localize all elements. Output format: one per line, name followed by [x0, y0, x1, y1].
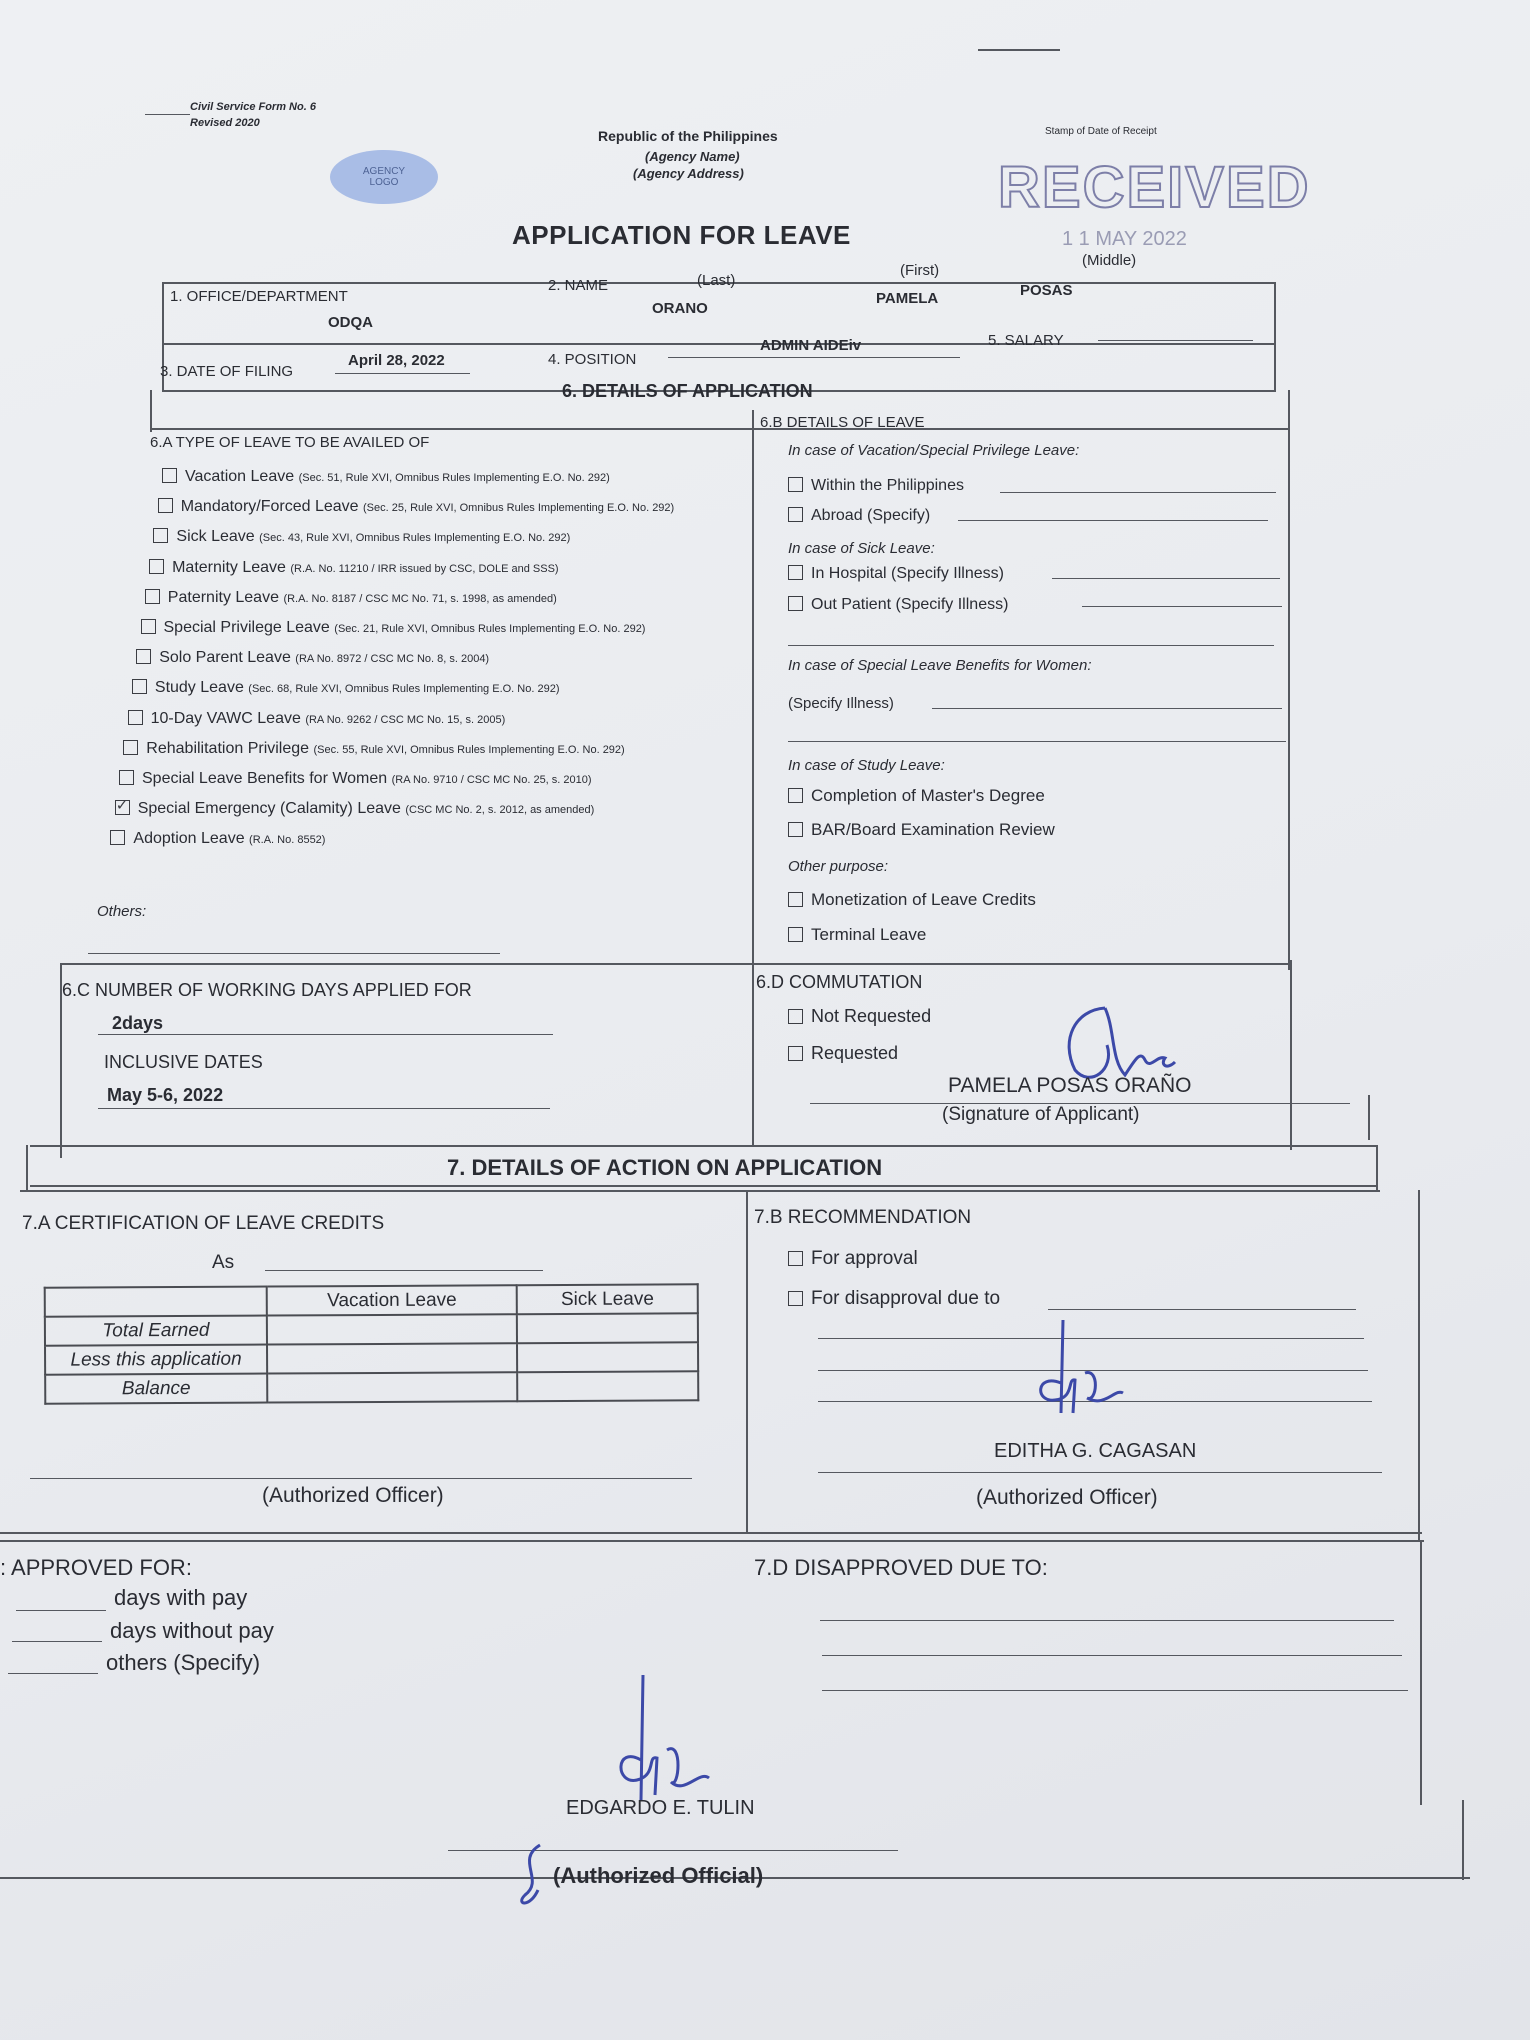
table-cell — [45, 1287, 267, 1317]
for-approval-option[interactable]: For approval — [788, 1248, 918, 1270]
leave-type-option[interactable] — [119, 770, 592, 788]
study-heading: In case of Study Leave: — [788, 757, 945, 774]
form-revised: Revised 2020 — [190, 117, 260, 129]
leave-type-option[interactable] — [158, 498, 675, 516]
leave-type-checkbox[interactable] — [136, 649, 151, 664]
position-value: ADMIN AIDEiv — [760, 337, 862, 354]
stamp-caption: Stamp of Date of Receipt — [1045, 126, 1157, 137]
leave-type-reference: (RA No. 9262 / CSC MC No. 15, s. 2005) — [305, 713, 506, 726]
applicant-name: PAMELA POSAS ORAÑO — [948, 1074, 1192, 1097]
initial-mark — [510, 1840, 550, 1910]
leave-type-label: Special Emergency (Calamity) Leave — [137, 800, 401, 818]
within-philippines-option[interactable]: Within the Philippines — [788, 477, 964, 495]
received-stamp: RECEIVED — [998, 155, 1311, 220]
first-name-label: (First) — [900, 262, 940, 279]
monetization-option[interactable]: Monetization of Leave Credits — [788, 890, 1036, 910]
leave-type-option[interactable] — [141, 619, 646, 637]
form-number: Civil Service Form No. 6 — [190, 101, 316, 113]
middle-name-label: (Middle) — [1082, 252, 1137, 269]
leave-type-checkbox[interactable] — [119, 770, 134, 785]
leave-type-checkbox[interactable] — [153, 528, 168, 543]
middle-name-value: POSAS — [1020, 282, 1073, 299]
table-cell — [267, 1372, 517, 1402]
abroad-option[interactable]: Abroad (Specify) — [788, 507, 930, 525]
position-label: 4. POSITION — [548, 351, 637, 368]
table-cell — [517, 1342, 698, 1372]
leave-type-checkbox[interactable] — [132, 679, 147, 694]
leave-type-option[interactable] — [128, 710, 506, 728]
leave-type-option[interactable] — [110, 830, 325, 848]
women-heading: In case of Special Leave Benefits for Women: — [788, 657, 1092, 674]
less-application-label: Less this application — [45, 1345, 267, 1375]
last-name-value: ORANO — [652, 300, 708, 317]
leave-type-reference: (Sec. 68, Rule XVI, Omnibus Rules Implementing E.O. No. 292) — [248, 683, 560, 696]
requested-option[interactable]: Requested — [788, 1043, 898, 1064]
for-disapproval-option[interactable]: For disapproval due to — [788, 1288, 1000, 1310]
leave-type-reference: (RA No. 9710 / CSC MC No. 25, s. 2010) — [391, 774, 592, 786]
leave-type-label: Study Leave — [154, 679, 244, 697]
leave-type-checkbox[interactable] — [145, 589, 160, 604]
for-disapproval-checkbox[interactable] — [788, 1291, 803, 1306]
out-patient-option[interactable]: Out Patient (Specify Illness) — [788, 596, 1008, 614]
leave-type-option[interactable] — [153, 528, 570, 546]
leave-type-label: Vacation Leave — [185, 468, 295, 485]
inclusive-dates-value: May 5-6, 2022 — [107, 1085, 224, 1105]
table-cell — [517, 1313, 698, 1343]
leave-type-checkbox[interactable] — [141, 619, 156, 634]
table-row — [45, 1371, 698, 1403]
leave-type-option[interactable] — [145, 589, 557, 607]
leave-type-checkbox[interactable] — [115, 800, 130, 815]
agency-address: (Agency Address) — [633, 166, 744, 181]
authorized-officer-caption-b: (Authorized Officer) — [976, 1486, 1158, 1509]
bar-review-option[interactable]: BAR/Board Examination Review — [788, 820, 1055, 840]
vacation-heading: In case of Vacation/Special Privilege Leave: — [788, 442, 1080, 459]
republic-label: Republic of the Philippines — [598, 128, 778, 144]
bar-review-checkbox[interactable] — [788, 822, 803, 837]
for-approval-checkbox[interactable] — [788, 1251, 803, 1266]
leave-type-label: Paternity Leave — [167, 588, 279, 606]
leave-type-checkbox[interactable] — [128, 710, 143, 725]
leave-type-option[interactable] — [123, 740, 624, 758]
commutation-heading: 6.D COMMUTATION — [756, 972, 923, 992]
salary-label: 5. SALARY — [988, 332, 1064, 349]
sick-heading: In case of Sick Leave: — [788, 540, 935, 557]
authorized-officer-caption-a: (Authorized Officer) — [262, 1484, 444, 1507]
total-earned-label: Total Earned — [45, 1316, 267, 1346]
table-cell — [267, 1343, 517, 1373]
leave-type-label: 10-Day VAWC Leave — [150, 709, 301, 727]
last-name-label: (Last) — [697, 272, 736, 289]
as-label: As — [212, 1252, 235, 1273]
recommendation-heading: 7.B RECOMMENDATION — [754, 1207, 972, 1228]
leave-type-reference: (R.A. No. 8187 / CSC MC No. 71, s. 1998, as amended) — [283, 592, 557, 605]
authorized-official-caption: (Authorized Official) — [553, 1863, 764, 1888]
working-days-heading: 6.C NUMBER OF WORKING DAYS APPLIED FOR — [62, 980, 472, 1000]
leave-type-checkbox[interactable] — [162, 468, 177, 483]
working-days-value: 2days — [112, 1013, 164, 1033]
table-cell — [517, 1371, 698, 1401]
leave-type-option[interactable] — [162, 468, 610, 486]
leave-type-reference: (RA No. 8972 / CSC MC No. 8, s. 2004) — [295, 653, 490, 666]
leave-type-reference: (CSC MC No. 2, s. 2012, as amended) — [405, 804, 595, 817]
section6-heading: 6. DETAILS OF APPLICATION — [562, 381, 813, 401]
inclusive-dates-label: INCLUSIVE DATES — [104, 1052, 263, 1072]
abroad-checkbox[interactable] — [788, 507, 803, 522]
not-requested-option[interactable]: Not Requested — [788, 1006, 931, 1027]
leave-type-checkbox[interactable] — [149, 559, 164, 574]
masters-option[interactable]: Completion of Master's Degree — [788, 786, 1045, 806]
section7-heading: 7. DETAILS OF ACTION ON APPLICATION — [447, 1155, 883, 1180]
vacation-leave-column: Vacation Leave — [267, 1285, 517, 1315]
first-name-value: PAMELA — [876, 290, 939, 307]
agency-name: (Agency Name) — [645, 149, 740, 164]
recommender-signature — [1015, 1318, 1135, 1428]
leave-type-reference: (R.A. No. 11210 / IRR issued by CSC, DOLE and SSS) — [290, 562, 559, 575]
leave-type-reference: (Sec. 55, Rule XVI, Omnibus Rules Implementing E.O. No. 292) — [313, 743, 625, 756]
name-label: 2. NAME — [548, 277, 609, 294]
leave-type-label: Rehabilitation Privilege — [146, 739, 310, 757]
leave-credits-table — [44, 1283, 700, 1404]
type-of-leave-heading: 6.A TYPE OF LEAVE TO BE AVAILED OF — [150, 434, 430, 451]
terminal-leave-option[interactable]: Terminal Leave — [788, 925, 926, 945]
others-label: Others: — [97, 903, 147, 920]
sick-leave-column: Sick Leave — [517, 1284, 698, 1314]
table-header-row — [45, 1284, 698, 1316]
leave-type-reference: (Sec. 43, Rule XVI, Omnibus Rules Implementing E.O. No. 292) — [259, 532, 571, 545]
form-title: APPLICATION FOR LEAVE — [512, 220, 851, 250]
table-row — [45, 1313, 698, 1345]
leave-type-label: Special Privilege Leave — [163, 619, 330, 636]
days-without-pay-label: days without pay — [110, 1618, 274, 1643]
balance-label: Balance — [45, 1374, 267, 1404]
within-philippines-checkbox[interactable] — [788, 477, 803, 492]
agency-logo — [330, 150, 438, 204]
leave-type-checkbox[interactable] — [123, 740, 138, 755]
days-with-pay-label: days with pay — [114, 1585, 248, 1610]
stamp-date: 1 1 MAY 2022 — [1062, 228, 1187, 250]
leave-type-reference: (Sec. 51, Rule XVI, Omnibus Rules Implementing E.O. No. 292) — [298, 472, 610, 484]
approved-for-label: APPROVED FOR: — [11, 1555, 192, 1580]
leave-type-label: Adoption Leave — [133, 830, 245, 848]
leave-type-label: Solo Parent Leave — [159, 649, 291, 667]
leave-type-option[interactable] — [149, 559, 558, 577]
recommender-name: EDITHA G. CAGASAN — [994, 1440, 1197, 1462]
certification-heading: 7.A CERTIFICATION OF LEAVE CREDITS — [22, 1213, 385, 1234]
leave-type-label: Sick Leave — [176, 528, 255, 546]
leave-type-option[interactable] — [136, 649, 489, 667]
others-specify-label: others (Specify) — [106, 1650, 261, 1675]
not-requested-checkbox[interactable] — [788, 1009, 803, 1024]
agency-logo-text: AGENCY LOGO — [362, 166, 406, 188]
leave-type-label: Special Leave Benefits for Women — [142, 770, 388, 787]
leave-type-label: Mandatory/Forced Leave — [180, 498, 359, 516]
in-hospital-option[interactable]: In Hospital (Specify Illness) — [788, 565, 1004, 583]
leave-type-reference: (R.A. No. 8552) — [249, 834, 326, 847]
table-row — [45, 1342, 698, 1374]
women-specify: (Specify Illness) — [788, 695, 894, 712]
leave-type-label: Maternity Leave — [172, 558, 286, 576]
applicant-signature-caption: (Signature of Applicant) — [942, 1104, 1140, 1125]
disapproved-due-heading: 7.D DISAPPROVED DUE TO: — [754, 1555, 1048, 1580]
date-filing-value: April 28, 2022 — [348, 352, 445, 369]
approved-for-heading: : APPROVED FOR: — [0, 1555, 192, 1580]
requested-checkbox[interactable] — [788, 1046, 803, 1061]
official-name: EDGARDO E. TULIN — [566, 1797, 755, 1819]
out-patient-checkbox[interactable] — [788, 596, 803, 611]
terminal-leave-checkbox[interactable] — [788, 927, 803, 942]
details-of-leave-heading: 6.B DETAILS OF LEAVE — [760, 414, 925, 431]
leave-type-reference: (Sec. 25, Rule XVI, Omnibus Rules Implementing E.O. No. 292) — [363, 502, 675, 515]
leave-type-option[interactable] — [115, 800, 595, 818]
table-cell — [267, 1314, 517, 1344]
leave-type-checkbox[interactable] — [110, 830, 125, 845]
monetization-checkbox[interactable] — [788, 892, 803, 907]
leave-type-reference: (Sec. 21, Rule XVI, Omnibus Rules Implementing E.O. No. 292) — [334, 623, 646, 635]
leave-type-checkbox[interactable] — [158, 498, 173, 513]
in-hospital-checkbox[interactable] — [788, 565, 803, 580]
office-value: ODQA — [328, 314, 373, 331]
leave-type-option[interactable] — [132, 679, 560, 697]
date-filing-label: 3. DATE OF FILING — [160, 363, 294, 380]
other-purpose-heading: Other purpose: — [788, 858, 889, 875]
masters-checkbox[interactable] — [788, 788, 803, 803]
office-label: 1. OFFICE/DEPARTMENT — [170, 288, 348, 305]
